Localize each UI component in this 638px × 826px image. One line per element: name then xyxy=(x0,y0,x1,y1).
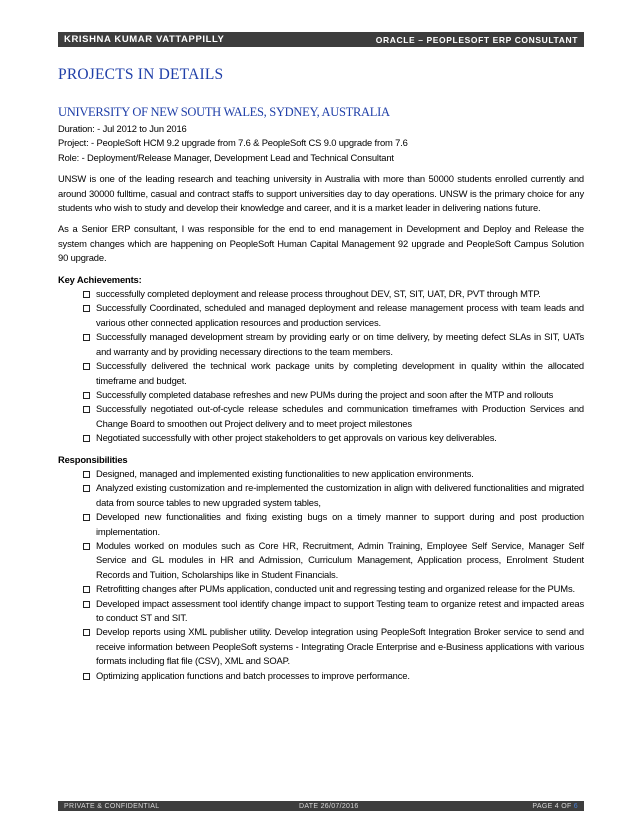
footer-page-number: PAGE 4 OF 6 xyxy=(532,802,578,810)
project-details xyxy=(58,122,584,683)
duration-line: Duration: - Jul 2012 to Jun 2016 xyxy=(58,123,187,134)
list-item: Designed, managed and implemented existing functionalities to new application environments. xyxy=(58,467,584,481)
checkbox-bullet-icon xyxy=(83,629,90,636)
list-item: Retrofitting changes after PUMs application, conducted unit and regressing testing and organized release for the PUMs. xyxy=(58,582,584,596)
achievements-list xyxy=(58,287,584,445)
checkbox-bullet-icon xyxy=(83,673,90,680)
role-line: Role: - Deployment/Release Manager, Development Lead and Technical Consultant xyxy=(58,151,394,163)
checkbox-bullet-icon xyxy=(83,435,90,442)
responsibilities-heading: Responsibilities xyxy=(58,453,128,465)
checkbox-bullet-icon xyxy=(83,485,90,492)
responsibility-paragraph: As a Senior ERP consultant, I was responsible for the end to end management in Development and Deploy and Release the system changes which are happening on PeopleSoft Human Capital Management 92 upgrade and PeopleSoft Campus Solution 90 upgrade. xyxy=(58,223,584,264)
checkbox-bullet-icon xyxy=(83,406,90,413)
list-item: Optimizing application functions and batch processes to improve performance. xyxy=(58,669,584,683)
list-item: Developed new functionalities and fixing existing bugs on a timely manner to support during and post production implementation. xyxy=(58,510,584,539)
header-name: KRISHNA KUMAR VATTAPPILLY xyxy=(64,34,225,45)
project-line: Project: - PeopleSoft HCM 9.2 upgrade from 7.6 & PeopleSoft CS 9.0 upgrade from 7.6 xyxy=(58,137,408,149)
checkbox-bullet-icon xyxy=(83,601,90,608)
page-header xyxy=(58,32,584,47)
list-item: Develop reports using XML publisher utility. Develop integration using PeopleSoft Integration Broker service to send and receive information between PeopleSoft systems - Integrating Oracle Enterprise and e-Business applications with various formats including flat file (CSV), XML and SOAP. xyxy=(58,625,584,668)
checkbox-bullet-icon xyxy=(83,334,90,341)
list-item: Successfully Coordinated, scheduled and managed deployment and release management process with team leads and various other connected application resources and production services. xyxy=(58,301,584,330)
header-role: ORACLE – PEOPLESOFT ERP CONSULTANT xyxy=(375,34,578,45)
responsibilities-list xyxy=(58,467,584,683)
list-item: Successfully negotiated out-of-cycle release schedules and communication timeframes with Production Services and Change Board to smoothen out Project delivery and to meet project milestones xyxy=(58,402,584,431)
list-item: Analyzed existing customization and re-implemented the customization in align with delivered functionalities and migrated data from source tables to new upgraded system tables, xyxy=(58,481,584,510)
list-item: Successfully completed database refreshes and new PUMs during the project and soon after the MTP and rollouts xyxy=(58,388,584,402)
section-title: PROJECTS IN DETAILS xyxy=(58,66,224,83)
page-footer xyxy=(58,801,584,811)
list-item: Modules worked on modules such as Core HR, Recruitment, Admin Training, Employee Self Service, Manager Self Service and GL modules in HR and Admission, Curriculum Management, Application process, Enrolment Student Records and Tuition, Scholarships like in Student Financials. xyxy=(58,539,584,582)
checkbox-bullet-icon xyxy=(83,392,90,399)
checkbox-bullet-icon xyxy=(83,305,90,312)
list-item: Negotiated successfully with other project stakeholders to get approvals on various key deliverables. xyxy=(58,431,584,445)
university-title: UNIVERSITY OF NEW SOUTH WALES, SYDNEY, AUSTRALIA xyxy=(58,105,390,119)
intro-paragraph: UNSW is one of the leading research and teaching university in Australia with more than 50000 students enrolled currently and around 30000 fulltime, casual and contract staffs to support universities day to day operations. UNSW is the primary choice for any students who wish to study and develop their knowledge and career, and it is a market leader in delivering nations future. xyxy=(58,173,584,214)
footer-date: DATE 26/07/2016 xyxy=(299,802,359,810)
checkbox-bullet-icon xyxy=(83,514,90,521)
list-item: Developed impact assessment tool identify change impact to support Testing team to organize retest and impacted areas to conduct ST and SIT. xyxy=(58,597,584,626)
list-item: successfully completed deployment and release process throughout DEV, ST, SIT, UAT, DR, PVT through MTP. xyxy=(58,287,584,301)
footer-confidential: PRIVATE & CONFIDENTIAL xyxy=(64,802,160,810)
checkbox-bullet-icon xyxy=(83,363,90,370)
list-item: Successfully managed development stream by providing early or on time delivery, by meeting defect SLAs in SIT, UATs and warranty and by providing necessary directions to the team members. xyxy=(58,330,584,359)
checkbox-bullet-icon xyxy=(83,471,90,478)
checkbox-bullet-icon xyxy=(83,586,90,593)
list-item: Successfully delivered the technical work package units by completing development in quality within the allocated timeframe and budget. xyxy=(58,359,584,388)
checkbox-bullet-icon xyxy=(83,291,90,298)
checkbox-bullet-icon xyxy=(83,543,90,550)
achievements-heading: Key Achievements: xyxy=(58,273,142,285)
